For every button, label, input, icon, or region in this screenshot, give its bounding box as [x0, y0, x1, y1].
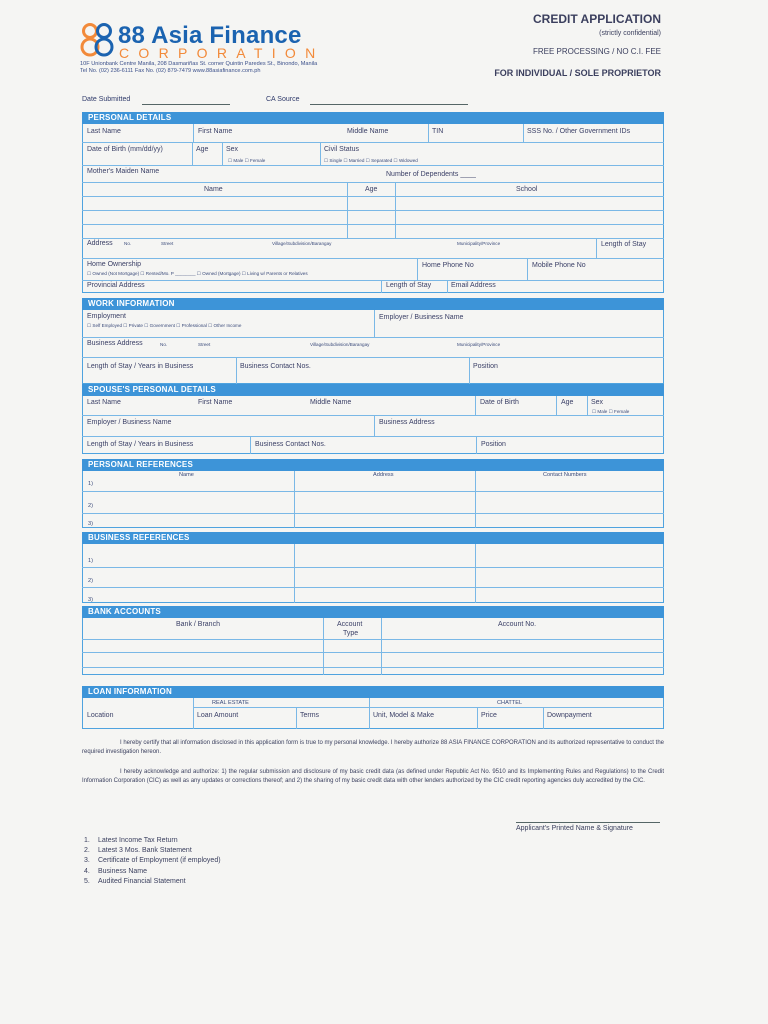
spouse-position-label: Position	[481, 441, 506, 448]
date-submitted-field[interactable]	[142, 104, 230, 105]
middle-name-label: Middle Name	[347, 128, 389, 135]
spouse-sex-label: Sex	[591, 399, 604, 406]
home-ownership-options[interactable]: ☐ Owned (Not Mortgage) ☐ Rented/Mo. P ________ ☐ Owned (Mortgage) ☐ Living w/ Parents or Relatives	[87, 271, 308, 276]
tin-label: TIN	[432, 128, 444, 135]
ref-name-header: Name	[179, 472, 194, 478]
business-address-label: Business Address	[87, 340, 143, 347]
address-village-label: Village/Subdivision/Barangay	[272, 241, 332, 246]
work-info-header	[82, 298, 664, 310]
spouse-last-name-label: Last Name	[87, 399, 121, 406]
requirement-item	[84, 846, 192, 855]
dob-label: Date of Birth (mm/dd/yy)	[87, 146, 163, 153]
spouse-contact-label: Business Contact Nos.	[255, 441, 326, 448]
address-label: Address	[87, 240, 113, 247]
employment-options[interactable]: ☐ Self Employed ☐ Private ☐ Government ☐ Professional ☐ Other Income	[87, 323, 242, 328]
length-of-stay-label: Length of Stay	[601, 241, 647, 248]
business-address-village-label: Village/Subdivision/Barangay	[310, 342, 370, 347]
business-address-no-label: No.	[160, 342, 168, 347]
spouse-first-name-label: First Name	[198, 399, 233, 406]
spouse-details-header	[82, 384, 664, 396]
company-logo	[80, 22, 114, 58]
address-municipality-label: Municipality/Province	[457, 241, 501, 246]
personal-references-header	[82, 459, 664, 471]
dependent-school-header: School	[516, 186, 538, 193]
work-info-box	[82, 310, 664, 384]
dependent-name-header: Name	[204, 186, 223, 193]
requirement-number: 5.	[84, 878, 90, 885]
brand-name: 88 Asia Finance	[118, 22, 302, 49]
applicant-type: FOR INDIVIDUAL / SOLE PROPRIETOR	[494, 68, 661, 78]
requirement-number: 4.	[84, 868, 90, 875]
age-label: Age	[196, 146, 209, 153]
terms-label: Terms	[300, 712, 320, 719]
employer-label: Employer / Business Name	[379, 314, 464, 321]
requirement-number: 3.	[84, 857, 90, 864]
civil-status-options[interactable]: ☐ Single ☐ Married ☐ Separated ☐ Widowed	[324, 158, 418, 163]
business-ref-row-number: 3)	[88, 597, 93, 603]
loan-info-header	[82, 686, 664, 698]
location-label: Location	[87, 712, 114, 719]
ref-row-number: 1)	[88, 481, 93, 487]
section-title: LOAN INFORMATION	[88, 687, 172, 696]
bank-accounts-header	[82, 606, 664, 618]
section-title: SPOUSE'S PERSONAL DETAILS	[88, 385, 216, 394]
spouse-middle-name-label: Middle Name	[310, 399, 352, 406]
personal-references-box	[82, 471, 664, 528]
dependents-label: Number of Dependents ____	[386, 171, 476, 178]
business-ref-row-number: 2)	[88, 578, 93, 584]
requirement-text: Latest 3 Mos. Bank Statement	[98, 847, 192, 854]
requirement-item	[84, 856, 221, 865]
bank-branch-header: Bank / Branch	[176, 621, 220, 628]
employment-label: Employment	[87, 313, 126, 320]
downpayment-label: Downpayment	[547, 712, 592, 719]
section-title: BANK ACCOUNTS	[88, 607, 161, 616]
home-ownership-label: Home Ownership	[87, 261, 142, 268]
business-address-street-label: Street	[198, 342, 211, 347]
business-address-municipality-label: Municipality/Province	[457, 342, 501, 347]
confidential-note: (strictly confidential)	[599, 30, 661, 37]
account-type-header: Account	[337, 621, 363, 628]
date-submitted-label: Date Submitted	[82, 96, 131, 103]
company-address: 10F Unionbank Centre Manila, 208 Dasmariñas St. corner Quintin Paredes St., Binondo, Manila	[80, 61, 318, 67]
requirement-item	[84, 867, 147, 876]
ref-address-header: Address	[373, 472, 394, 478]
provincial-address-label: Provincial Address	[87, 282, 145, 289]
section-title: BUSINESS REFERENCES	[88, 533, 190, 542]
dependent-age-header: Age	[365, 186, 378, 193]
ref-row-number: 2)	[88, 503, 93, 509]
account-no-header: Account No.	[498, 621, 537, 628]
requirement-item	[84, 836, 178, 845]
last-name-label: Last Name	[87, 128, 121, 135]
section-title: WORK INFORMATION	[88, 299, 175, 308]
work-length-label: Length of Stay / Years in Business	[87, 363, 194, 370]
requirement-text: Latest Income Tax Return	[98, 837, 178, 844]
signature-label: Applicant's Printed Name & Signature	[516, 825, 633, 832]
chattel-header: CHATTEL	[497, 700, 523, 706]
account-type-header-2: Type	[343, 630, 359, 637]
section-title: PERSONAL DETAILS	[88, 113, 172, 122]
sex-label: Sex	[226, 146, 239, 153]
requirement-text: Business Name	[98, 868, 148, 875]
real-estate-header: REAL ESTATE	[212, 700, 249, 706]
requirement-item	[84, 877, 186, 886]
provincial-stay-label: Length of Stay	[386, 282, 432, 289]
ca-source-label: CA Source	[266, 96, 300, 103]
spouse-age-label: Age	[561, 399, 574, 406]
ref-contact-header: Contact Numbers	[543, 472, 587, 478]
mobile-phone-label: Mobile Phone No	[532, 262, 586, 269]
civil-status-label: Civil Status	[324, 146, 360, 153]
requirement-text: Audited Financial Statement	[98, 878, 186, 885]
free-processing-note: FREE PROCESSING / NO C.I. FEE	[532, 47, 661, 56]
requirement-text: Certificate of Employment (if employed)	[98, 857, 221, 864]
business-references-header	[82, 532, 664, 544]
spouse-business-address-label: Business Address	[379, 419, 435, 426]
brand-subtitle: CORPORATION	[119, 45, 325, 61]
email-label: Email Address	[451, 282, 496, 289]
mothers-maiden-label: Mother's Maiden Name	[87, 168, 160, 175]
certification-paragraph: I hereby certify that all information disclosed in this application form is true to my personal knowledge. I hereby authorize 88 ASIA FINANCE CORPORATION and its authorized representative to conduct the required investigation hereon.	[82, 740, 664, 755]
ref-row-number: 3)	[88, 521, 93, 527]
address-no-label: No.	[124, 241, 132, 246]
signature-line[interactable]	[516, 822, 660, 823]
address-street-label: Street	[161, 241, 174, 246]
personal-details-header	[82, 112, 664, 124]
company-contact: Tel No. (02) 236-6111 Fax No. (02) 879-7479 www.88asiafinance.com.ph	[80, 68, 261, 74]
first-name-label: First Name	[198, 128, 233, 135]
spouse-sex-options[interactable]: ☐ Male ☐ Female	[592, 409, 630, 414]
requirement-number: 1.	[84, 837, 90, 844]
business-references-box	[82, 544, 664, 603]
sss-label: SSS No. / Other Government IDs	[527, 128, 631, 135]
spouse-employer-label: Employer / Business Name	[87, 419, 172, 426]
work-contact-label: Business Contact Nos.	[240, 363, 311, 370]
section-title: PERSONAL REFERENCES	[88, 460, 194, 469]
spouse-length-label: Length of Stay / Years in Business	[87, 441, 194, 448]
spouse-dob-label: Date of Birth	[480, 399, 519, 406]
loan-amount-label: Loan Amount	[197, 712, 239, 719]
price-label: Price	[481, 712, 497, 719]
requirement-number: 2.	[84, 847, 90, 854]
business-ref-row-number: 1)	[88, 558, 93, 564]
sex-options[interactable]: ☐ Male ☐ Female	[228, 158, 266, 163]
home-phone-label: Home Phone No	[422, 262, 474, 269]
work-position-label: Position	[473, 363, 498, 370]
unit-model-make-label: Unit, Model & Make	[373, 712, 435, 719]
ca-source-field[interactable]	[310, 104, 468, 105]
authorization-paragraph: I hereby acknowledge and authorize: 1) the regular submission and disclosure of my basic credit data (as defined under Republic Act No. 9510 and its Implementing Rules and Regulations) to the Credit Information Corporation (CIC) as well as any updates or corrections thereof; and 2) the sharing of my basic credit data with other lenders authorized by the CIC credit reporting agencies duly accredited by the CIC.	[82, 769, 664, 784]
form-title: CREDIT APPLICATION	[533, 12, 661, 26]
